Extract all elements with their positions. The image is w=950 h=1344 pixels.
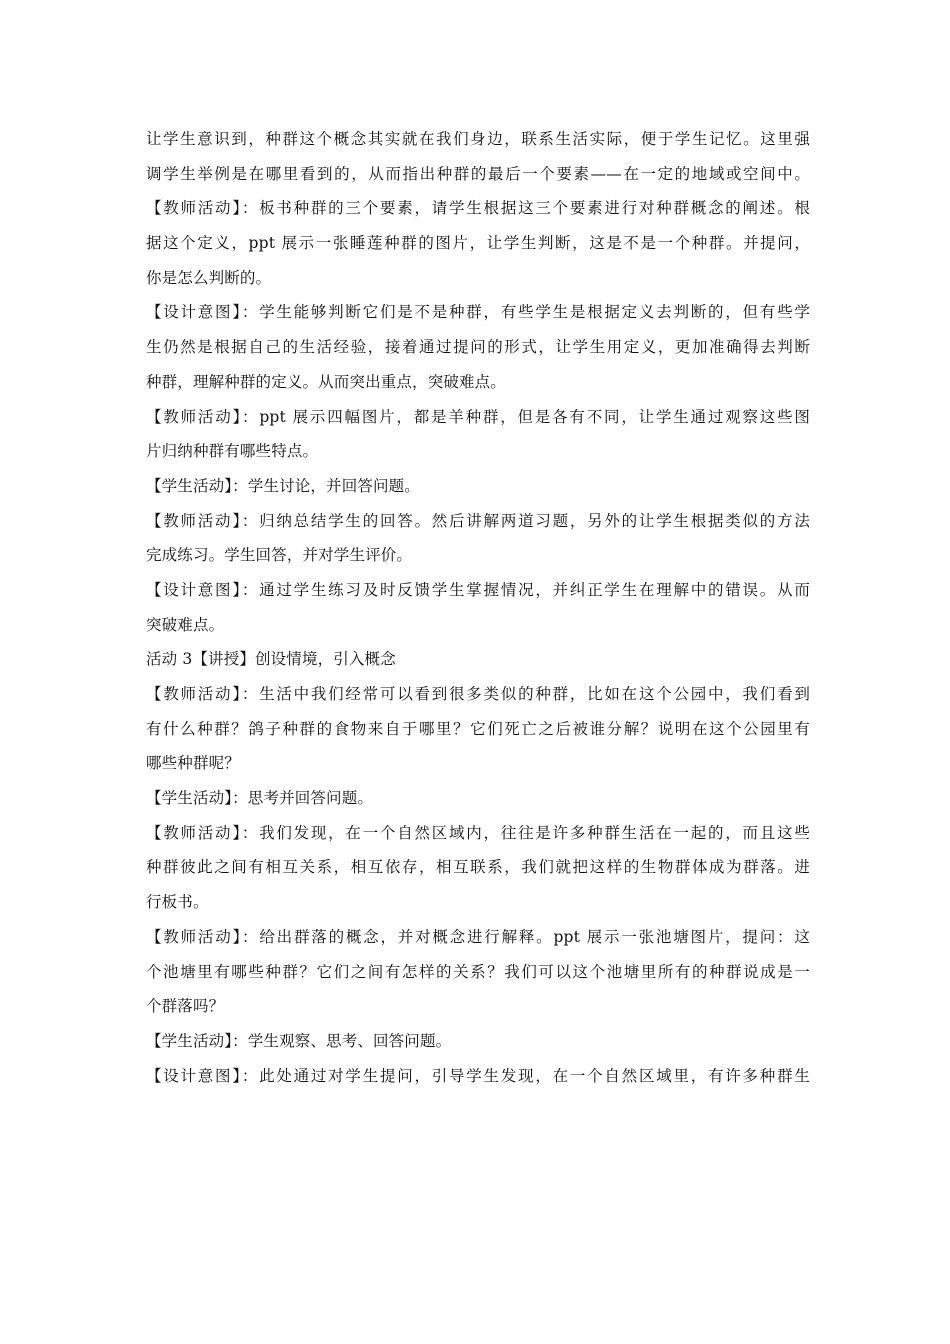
- text-line: 哪些种群呢？: [146, 754, 240, 773]
- text-line: 调学生举例是在哪里看到的，从而指出种群的最后一个要素——在一定的地域或空间中。: [146, 164, 810, 183]
- text-line: 活动 3【讲授】创设情境，引入概念: [146, 650, 396, 669]
- text-line: 你是怎么判断的。: [146, 268, 272, 287]
- text-line: 行板书。: [146, 893, 209, 912]
- text-line: 【教师活动】：给出群落的概念，并对概念进行解释。ppt 展示一张池塘图片，提问：这: [146, 927, 810, 946]
- text-line: 【设计意图】：学生能够判断它们是不是种群，有些学生是根据定义去判断的，但有些学: [146, 303, 810, 322]
- text-line: 【设计意图】：此处通过对学生提问，引导学生发现，在一个自然区域里，有许多种群生: [146, 1066, 810, 1085]
- text-line: 据这个定义，ppt 展示一张睡莲种群的图片，让学生判断，这是不是一个种群。并提问，: [146, 234, 810, 253]
- text-line: 【教师活动】：生活中我们经常可以看到很多类似的种群，比如在这个公园中，我们看到: [146, 685, 810, 703]
- text-line: 种群彼此之间有相互关系，相互依存，相互联系，我们就把这样的生物群体成为群落。进: [146, 858, 810, 877]
- text-line: 生仍然是根据自己的生活经验，接着通过提问的形式，让学生用定义，更加准确得去判断: [146, 338, 810, 357]
- text-line: 【学生活动】：学生观察、思考、回答问题。: [146, 1031, 452, 1050]
- document-page: [146, 122, 810, 1093]
- text-line: 【教师活动】：我们发现，在一个自然区域内，往往是许多种群生活在一起的，而且这些: [146, 823, 810, 842]
- text-line: 让学生意识到，种群这个概念其实就在我们身边，联系生活实际，便于学生记忆。这里强: [146, 130, 810, 148]
- text-line: 【学生活动】：思考并回答问题。: [146, 789, 374, 808]
- text-line: 突破难点。: [146, 615, 225, 634]
- text-line: 【设计意图】：通过学生练习及时反馈学生掌握情况，并纠正学生在理解中的错误。从而: [146, 580, 810, 599]
- text-line: 有什么种群？鸽子种群的食物来自于哪里？它们死亡之后被谁分解？说明在这个公园里有: [146, 719, 810, 738]
- text-line: 【教师活动】：ppt 展示四幅图片，都是羊种群，但是各有不同，让学生通过观察这些图: [146, 407, 810, 426]
- text-line: 片归纳种群有哪些特点。: [146, 442, 319, 461]
- text-line: 种群，理解种群的定义。从而突出重点，突破难点。: [146, 372, 506, 391]
- text-line: 【教师活动】：板书种群的三个要素，请学生根据这三个要素进行对种群概念的阐述。根: [146, 199, 810, 218]
- text-line: 【学生活动】：学生讨论，并回答问题。: [146, 476, 420, 495]
- text-line: 完成练习。学生回答，并对学生评价。: [146, 546, 413, 565]
- text-line: 个群落吗？: [146, 997, 225, 1016]
- text-line: 个池塘里有哪些种群？它们之间有怎样的关系？我们可以这个池塘里所有的种群说成是一: [146, 962, 810, 981]
- text-line: 【教师活动】：归纳总结学生的回答。然后讲解两道习题，另外的让学生根据类似的方法: [146, 511, 810, 530]
